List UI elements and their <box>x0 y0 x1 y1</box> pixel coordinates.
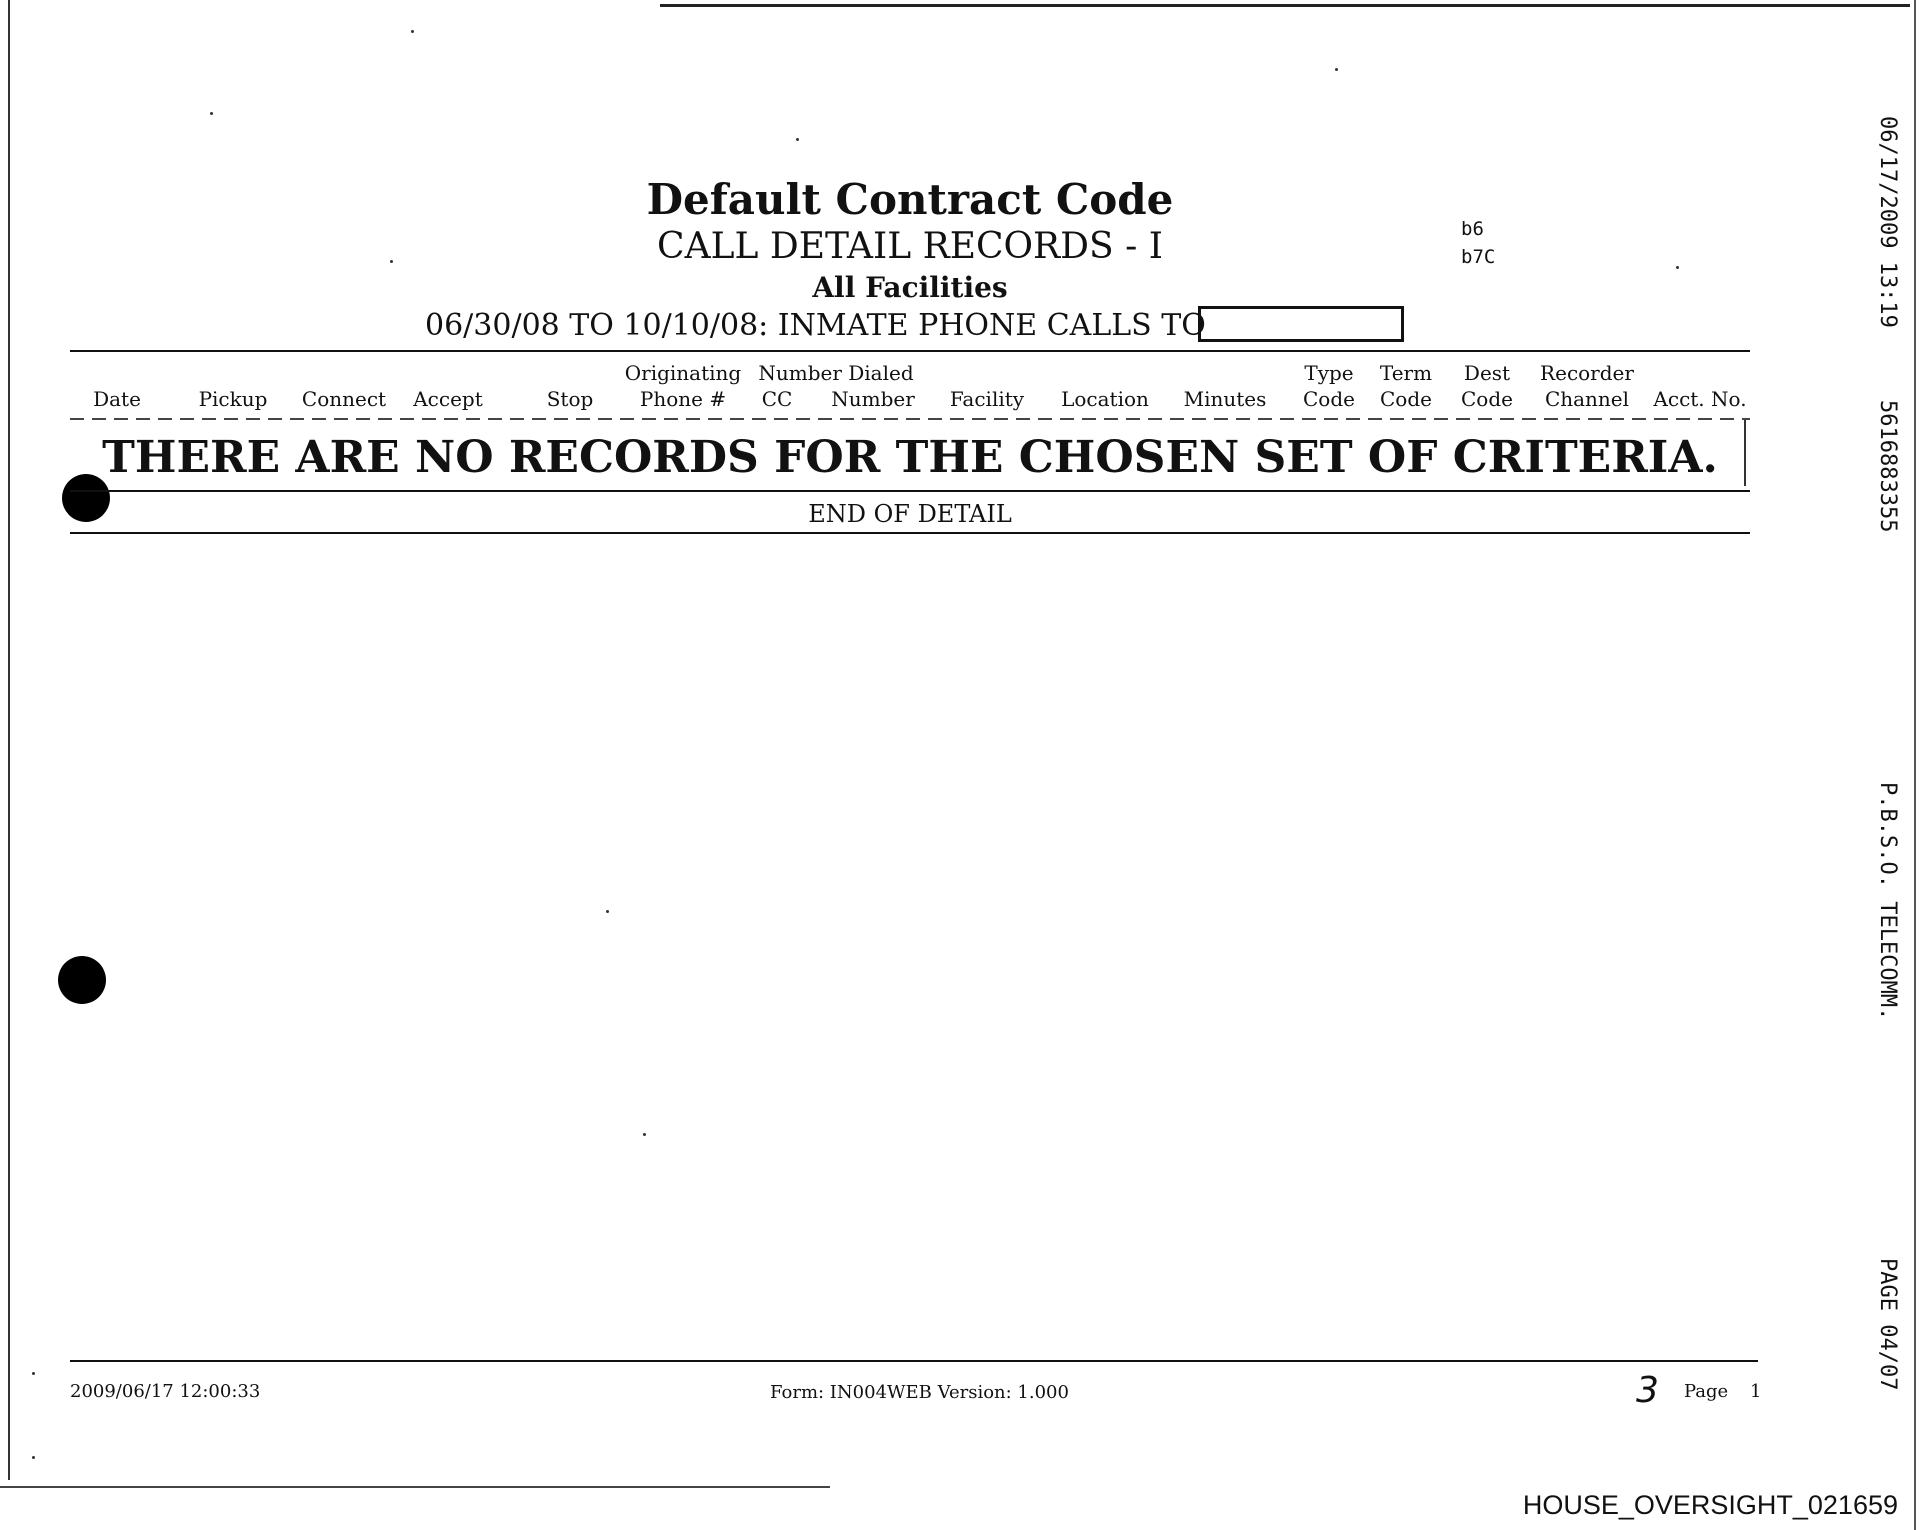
handwritten-page-mark: 3 <box>1636 1370 1659 1411</box>
column-group-term: Term <box>1379 361 1433 385</box>
scan-speck <box>210 112 213 115</box>
column-header-stop: Stop <box>546 387 594 411</box>
form-version: Form: IN004WEB Version: 1.000 <box>770 1382 1069 1403</box>
column-header-connect: Connect <box>301 387 387 411</box>
redaction-box <box>1198 306 1404 342</box>
table-bottom-rule <box>70 532 1750 534</box>
column-header-number: Number <box>831 387 915 411</box>
header-divider <box>70 418 1750 420</box>
column-header-acct-no: Acct. No. <box>1653 387 1747 411</box>
bates-number: HOUSE_OVERSIGHT_021659 <box>1522 1490 1898 1520</box>
fax-sender: P.B.S.O. TELECOMM. <box>1875 782 1900 1021</box>
exemption-code: b6 <box>1461 218 1484 240</box>
column-header-accept: Accept <box>413 387 483 411</box>
column-group-recorder: Recorder <box>1540 361 1634 385</box>
column-header-location: Location <box>1061 387 1149 411</box>
column-header-type-code: Code <box>1303 387 1355 411</box>
print-timestamp: 2009/06/17 12:00:33 <box>70 1381 261 1402</box>
date-range-label: 06/30/08 TO 10/10/08: INMATE PHONE CALLS TO <box>425 308 1206 343</box>
column-header-date: Date <box>93 387 141 411</box>
scan-speck <box>32 1456 35 1459</box>
scan-edge-bottom <box>0 1486 830 1488</box>
report-title: Default Contract Code <box>646 175 1174 224</box>
facilities-label: All Facilities <box>812 271 1008 304</box>
column-group-type: Type <box>1304 361 1354 385</box>
scan-speck <box>32 1372 35 1375</box>
empty-records-message: THERE ARE NO RECORDS FOR THE CHOSEN SET OF CRITERIA. <box>102 432 1718 483</box>
report-subtitle: CALL DETAIL RECORDS - I <box>657 226 1163 267</box>
column-header-pickup: Pickup <box>198 387 268 411</box>
column-header-dest-code: Code <box>1461 387 1513 411</box>
column-group-number-dialed: Number Dialed <box>758 361 914 385</box>
column-group-dest: Dest <box>1463 361 1511 385</box>
table-top-rule <box>70 350 1750 352</box>
column-header-channel: Channel <box>1544 387 1630 411</box>
column-header-facility: Facility <box>949 387 1025 411</box>
scan-speck <box>796 138 799 141</box>
fax-page: PAGE 04/07 <box>1875 1258 1900 1391</box>
fax-phone: 5616883355 <box>1875 400 1900 533</box>
end-of-detail-label: END OF DETAIL <box>808 500 1012 528</box>
column-header-term-code: Code <box>1380 387 1432 411</box>
column-group-originating: Originating <box>624 361 742 385</box>
page-label: Page <box>1684 1381 1729 1402</box>
scan-speck <box>411 30 414 33</box>
exemption-code: b7C <box>1461 246 1496 268</box>
column-header-minutes: Minutes <box>1183 387 1267 411</box>
scan-speck <box>606 910 609 913</box>
scan-edge-right <box>1914 0 1916 1530</box>
table-mid-rule <box>70 490 1750 492</box>
page-number: 1 <box>1750 1381 1762 1402</box>
scan-speck <box>643 1133 646 1136</box>
footer-rule <box>70 1360 1758 1362</box>
fax-datetime: 06/17/2009 13:19 <box>1875 116 1900 328</box>
punch-hole-bottom <box>58 956 106 1004</box>
scan-speck <box>1335 68 1338 71</box>
scan-edge-top <box>660 4 1910 7</box>
column-header-phone: Phone # <box>639 387 727 411</box>
column-header-cc: CC <box>761 387 793 411</box>
